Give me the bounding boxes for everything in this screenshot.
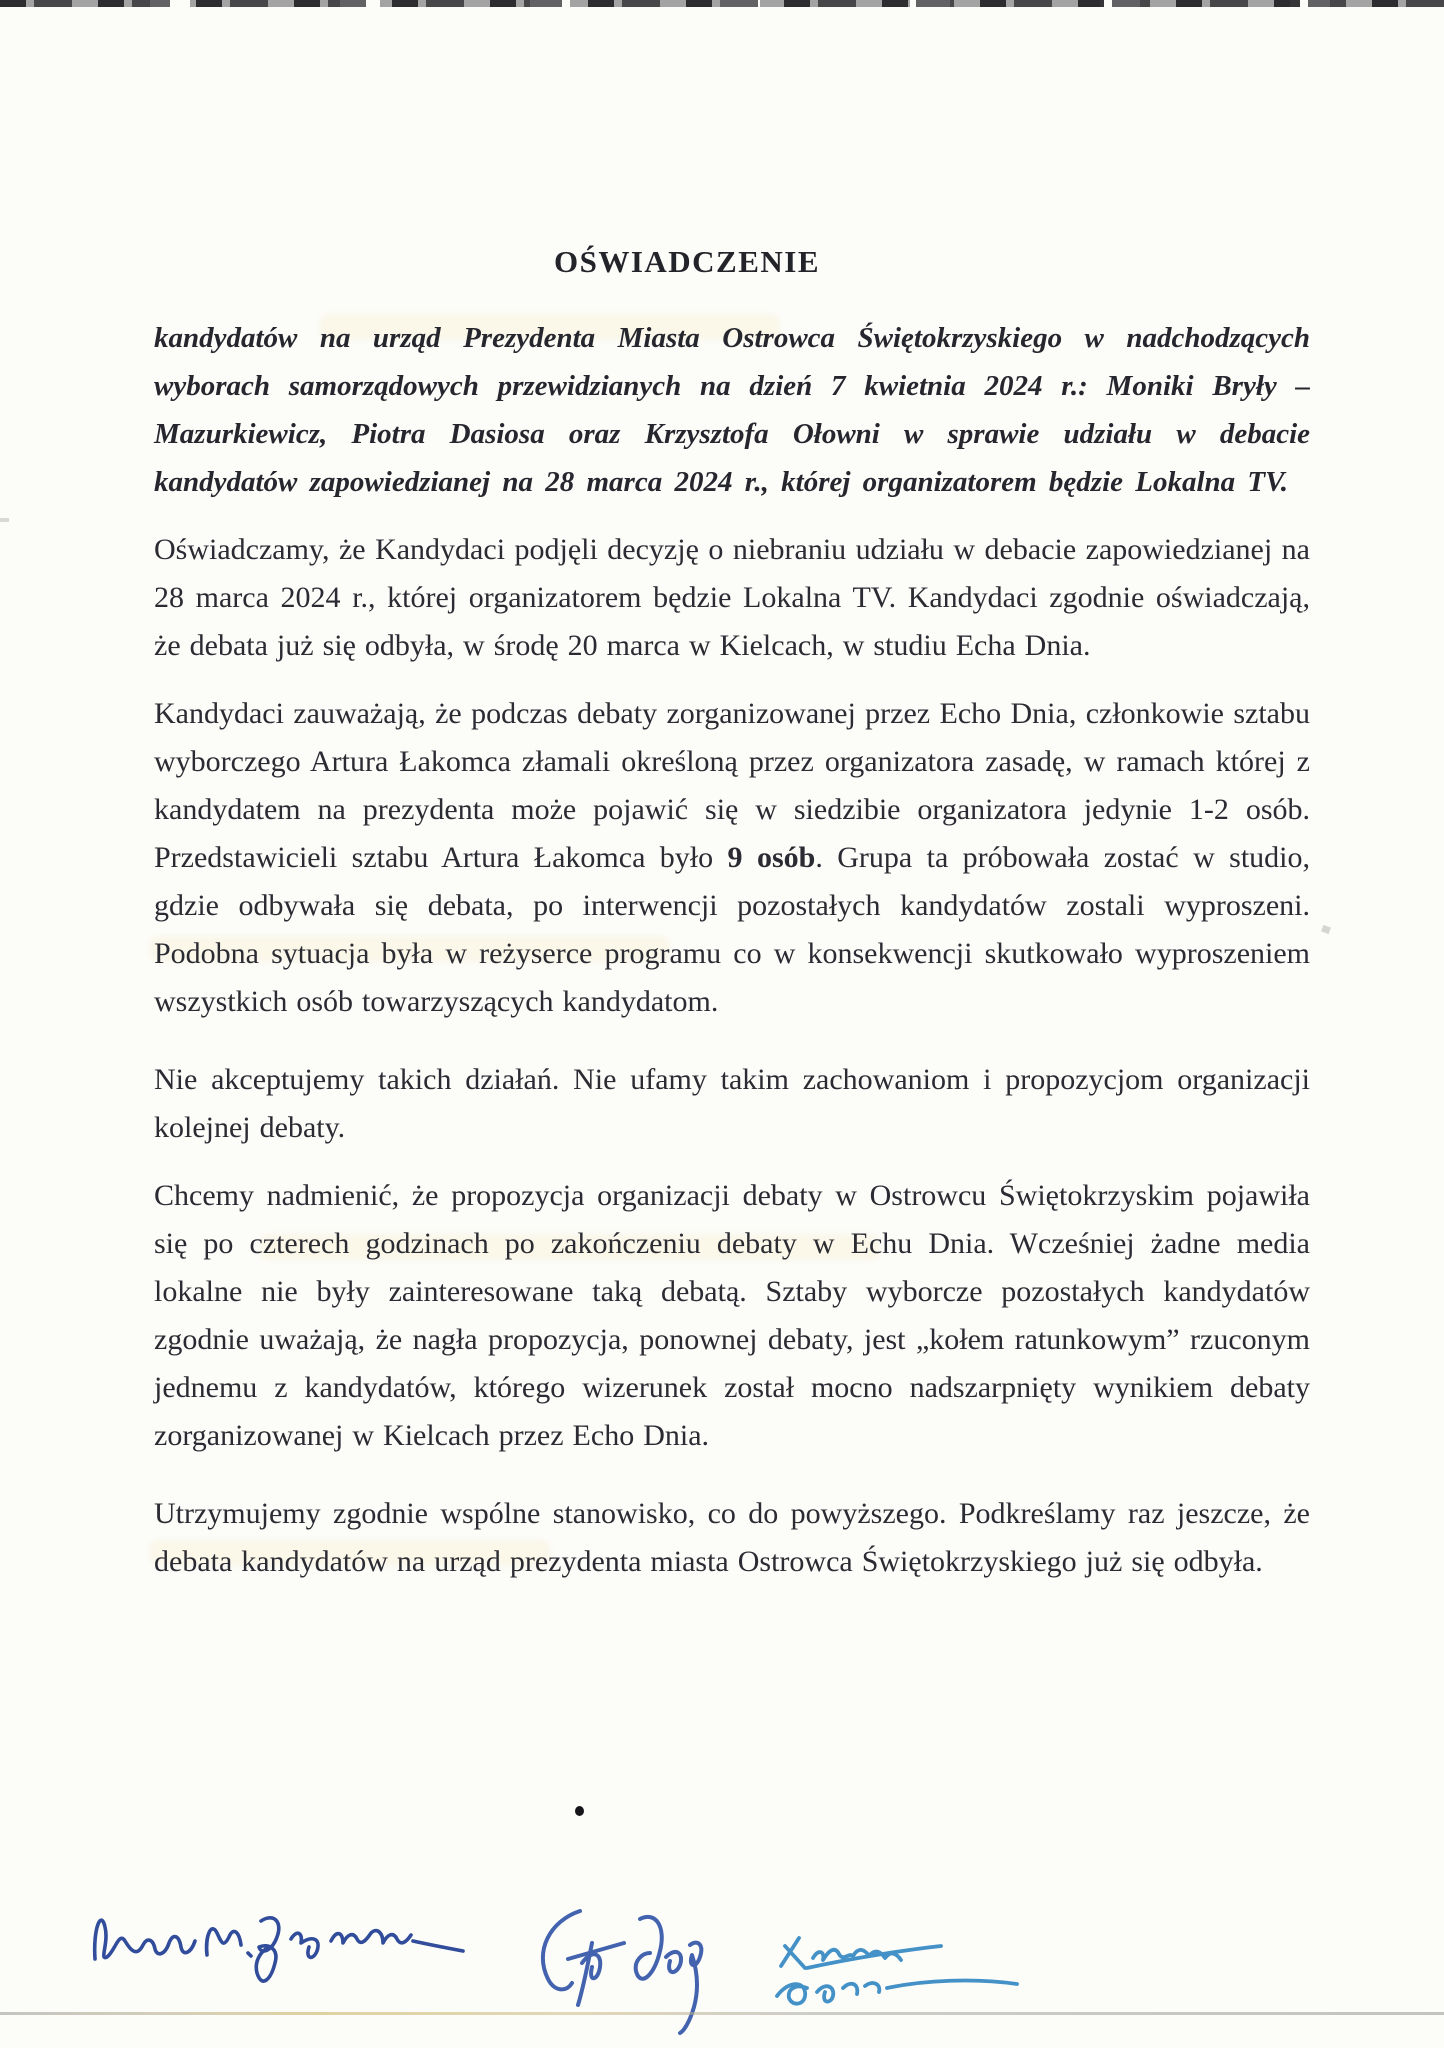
scan-fold-line	[0, 2012, 1444, 2015]
paragraph-text: Kandydaci zauważają, że podczas debaty zorganizowanej przez Echo Dnia, członkowie sztabu wyborczego Artura Łakomca złamali określoną przez organizatora zasadę, w ramach której z kandydatem na prezydenta może pojawić się w siedzibie organizatora jedynie 1-2 osób. Przedstawicieli sztabu Artura Łakomca było	[154, 697, 1310, 874]
signature-ink-strokes	[85, 1895, 470, 1995]
statement-paragraph-proposal-criticism: Chcemy nadmienić, że propozycja organizacji debaty w Ostrowcu Świętokrzyskim pojawiła się po czterech godzinach po zakończeniu debaty w Echu Dnia. Wcześniej żadne media lokalne nie były zainteresowane taką debatą. Sztaby wyborcze pozostałych kandydatów zgodnie uważają, że nagła propozycja, ponownej debaty, jest „kołem ratunkowym” rzuconym jednemu z kandydatów, którego wizerunek został mocno nadszarpnięty wynikiem debaty zorganizowanej w Kielcach przez Echo Dnia.	[154, 1179, 1310, 1452]
intro-paragraph: kandydatów na urząd Prezydenta Miasta Ostrowca Świętokrzyskiego w nadchodzących wyborach samorządowych przewidzianych na dzień 7 kwietnia 2024 r.: Moniki Bryły – Mazurkiewicz, Piotra Dasiosa oraz Krzysztofa Ołowni w sprawie udziału w debacie kandydatów zapowiedzianej na 28 marca 2024 r., której organizatorem będzie Lokalna TV.	[154, 322, 1310, 498]
paragraph-text: . Grupa ta próbowała zostać w studio, gdzie odbywała się debata, po interwencji pozostałych kandydatów zostali wyproszeni. Podobna sytuacja była w reżyserce programu co w konsekwencji skutkowało wyproszeniem wszystkich osób towarzyszących kandydatom.	[154, 841, 1310, 1018]
signature-ink-strokes	[494, 1905, 709, 2037]
stray-ink-dot	[575, 1806, 584, 1816]
scan-speck	[1321, 925, 1331, 934]
signature-piotr-dasios	[494, 1905, 709, 2037]
scan-artifact-top-edge	[0, 0, 1444, 7]
signature-ink-strokes	[765, 1930, 1045, 2015]
statement-paragraph-debate-incident	[154, 690, 1310, 1026]
scan-speck	[0, 518, 9, 522]
statement-paragraph-no-acceptance: Nie akceptujemy takich działań. Nie ufamy takim zachowaniom i propozycjom organizacji kolejnej debaty.	[154, 1063, 1310, 1144]
statement-paragraph-conclusion: Utrzymujemy zgodnie wspólne stanowisko, co do powyższego. Podkreślamy raz jeszcze, że debata kandydatów na urząd prezydenta miasta Ostrowca Świętokrzyskiego już się odbyła.	[154, 1497, 1310, 1578]
signature-monika-bryla-mazurkiewicz	[85, 1895, 470, 1995]
bold-emphasis-9-osob: 9 osób	[727, 841, 816, 874]
signature-krzysztof-olownia	[765, 1930, 1045, 2015]
document-title: OŚWIADCZENIE	[553, 244, 821, 279]
statement-paragraph-declaration: Oświadczamy, że Kandydaci podjęli decyzję o niebraniu udziału w debacie zapowiedzianej na 28 marca 2024 r., której organizatorem będzie Lokalna TV. Kandydaci zgodnie oświadczają, że debata już się odbyła, w środę 20 marca w Kielcach, w studiu Echa Dnia.	[154, 533, 1310, 662]
document-body	[154, 238, 1310, 1586]
